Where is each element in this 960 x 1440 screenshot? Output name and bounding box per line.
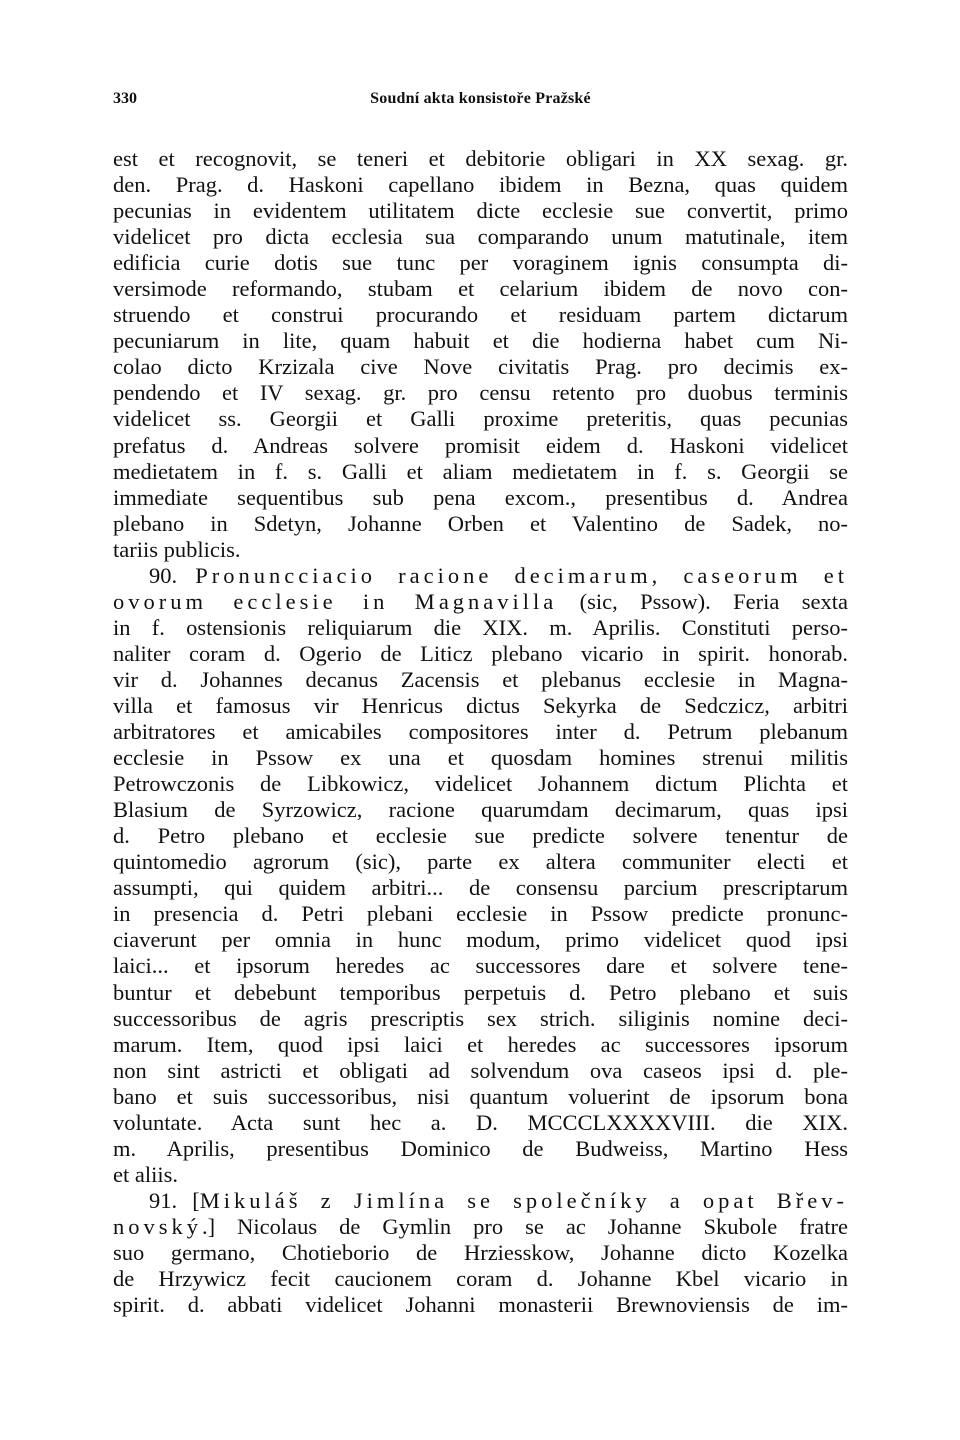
text-line (113, 823, 848, 849)
text-span: versimode reformando, stubam et celarium ibidem de novo con- (113, 276, 848, 302)
text-line (113, 250, 848, 276)
text-span: pecuniarum in lite, quam habuit et die hodierna habet cum Ni- (113, 328, 848, 354)
text-line (113, 198, 848, 224)
text-line (113, 485, 848, 511)
text-line (113, 771, 848, 797)
text-line (113, 1162, 848, 1188)
text-span: vir d. Johannes decanus Zacensis et plebanus ecclesie in Magna- (113, 666, 848, 692)
section-number: 91. [ (149, 1187, 200, 1213)
text-span: voluntate. Acta sunt hec a. D. MCCCLXXXXVIII. die XIX. (113, 1109, 848, 1135)
page-header (113, 90, 848, 114)
section-heading-line (113, 589, 848, 615)
text-span: pendendo et IV sexag. gr. pro censu retento pro duobus terminis (113, 380, 848, 406)
text-line (113, 328, 848, 354)
text-span: spirit. d. abbati videlicet Johanni monasterii Brewnoviensis de im- (113, 1292, 848, 1318)
text-span: arbitratores et amicabiles compositores inter d. Petrum plebanum (113, 719, 848, 745)
text-span: est et recognovit, se teneri et debitorie obligari in XX sexag. gr. (113, 146, 848, 171)
text-span: den. Prag. d. Haskoni capellano ibidem in Bezna, quas quidem (113, 172, 848, 198)
text-line (113, 276, 848, 302)
text-span: m. Aprilis, presentibus Dominico de Budweiss, Martino Hess (113, 1135, 848, 1161)
text-line (113, 1136, 848, 1162)
text-line (113, 459, 848, 485)
text-span: et aliis. (113, 1161, 178, 1187)
text-span: .] Nicolaus de Gymlin pro se ac Johanne Skubole fratre (202, 1213, 848, 1239)
text-line (113, 980, 848, 1006)
text-line (113, 380, 848, 406)
section-title: Pronuncciacio racione decimarum, caseorum et (195, 562, 849, 588)
text-span: pecunias in evidentem utilitatem dicte ecclesie sue convertit, primo (113, 198, 848, 224)
text-span: medietatem in f. s. Galli et aliam medietatem in f. s. Georgii se (113, 458, 848, 484)
section-title: novský (113, 1213, 203, 1239)
text-line (113, 302, 848, 328)
text-span: de Hrzywicz fecit caucionem coram d. Johanne Kbel vicario in (113, 1266, 848, 1292)
body-text (113, 146, 848, 1318)
text-span: edificia curie dotis sue tunc per voraginem ignis consumpta di- (113, 250, 848, 276)
running-head: Soudní akta konsistoře Pražské (370, 90, 591, 107)
text-span: d. Petro plebano et ecclesie sue predicte solvere tenentur de (113, 823, 848, 849)
text-line (113, 615, 848, 641)
text-span: immediate sequentibus sub pena excom., presentibus d. Andrea (113, 484, 848, 510)
text-span: bano et suis successoribus, nisi quantum voluerint de ipsorum bona (113, 1083, 848, 1109)
text-line (113, 511, 848, 537)
text-span: plebano in Sdetyn, Johanne Orben et Valentino de Sadek, no- (113, 510, 848, 536)
text-span: assumpti, qui quidem arbitri... de consensu parcium prescriptarum (113, 875, 848, 901)
text-line (113, 1058, 848, 1084)
text-span: in presencia d. Petri plebani ecclesie in Pssow predicte pronunc- (113, 901, 848, 927)
text-line (113, 641, 848, 667)
text-line (113, 719, 848, 745)
text-line (113, 901, 848, 927)
section-number: 90. (149, 562, 196, 588)
text-span: laici... et ipsorum heredes ac successores dare et solvere tene- (113, 953, 848, 979)
text-line (113, 224, 848, 250)
text-line (113, 1032, 848, 1058)
section-title: Mikuláš z Jimlína se společníky a opat Břev- (199, 1187, 848, 1213)
text-line (113, 875, 848, 901)
section-heading-line (113, 1188, 848, 1214)
text-line (113, 433, 848, 459)
text-span: videlicet ss. Georgii et Galli proxime preteritis, quas pecunias (113, 406, 848, 432)
text-span: struendo et construi procurando et residuam partem dictarum (113, 302, 848, 328)
text-line (113, 693, 848, 719)
section-heading-line (113, 563, 848, 589)
text-line (113, 927, 848, 953)
text-span: (sic, Pssow). Feria sexta (557, 588, 848, 614)
text-span: buntur et debebunt temporibus perpetuis d. Petro plebano et suis (113, 979, 848, 1005)
text-line (113, 146, 848, 172)
text-line (113, 1110, 848, 1136)
text-span: naliter coram d. Ogerio de Liticz plebano vicario in spirit. honorab. (113, 640, 848, 666)
text-span: videlicet pro dicta ecclesia sua comparando unum matutinale, item (113, 224, 848, 250)
text-span: prefatus d. Andreas solvere promisit eidem d. Haskoni videlicet (113, 432, 848, 458)
text-span: ciaverunt per omnia in hunc modum, primo videlicet quod ipsi (113, 927, 848, 953)
text-line (113, 1266, 848, 1292)
text-line (113, 1006, 848, 1032)
text-span: in f. ostensionis reliquiarum die XIX. m. Aprilis. Constituti perso- (113, 614, 848, 640)
text-line (113, 1292, 848, 1318)
text-line (113, 172, 848, 198)
text-span: quintomedio agrorum (sic), parte ex altera communiter electi et (113, 849, 848, 875)
text-line (113, 354, 848, 380)
text-span: marum. Item, quod ipsi laici et heredes ac successores ipsorum (113, 1031, 848, 1057)
page-number: 330 (113, 90, 137, 107)
text-line (113, 1240, 848, 1266)
text-span: colao dicto Krzizala cive Nove civitatis Prag. pro decimis ex- (113, 354, 848, 380)
text-line (113, 406, 848, 432)
text-span: Blasium de Syrzowicz, racione quarumdam decimarum, quas ipsi (113, 797, 848, 823)
text-line (113, 849, 848, 875)
text-span: tariis publicis. (113, 536, 241, 562)
text-line (113, 745, 848, 771)
text-line (113, 667, 848, 693)
text-span: successoribus de agris prescriptis sex strich. siliginis nomine deci- (113, 1005, 848, 1031)
text-line (113, 1084, 848, 1110)
text-span: non sint astricti et obligati ad solvendum ova caseos ipsi d. ple- (113, 1057, 848, 1083)
text-line (113, 537, 848, 563)
text-span: suo germano, Chotieborio de Hrziesskow, Johanne dicto Kozelka (113, 1239, 848, 1265)
section-heading-line (113, 1214, 848, 1240)
text-span: ecclesie in Pssow ex una et quosdam homines strenui militis (113, 745, 848, 771)
text-line (113, 953, 848, 979)
section-title: ovorum ecclesie in Magnavilla (113, 588, 558, 614)
text-line (113, 797, 848, 823)
text-span: villa et famosus vir Henricus dictus Sekyrka de Sedczicz, arbitri (113, 692, 848, 718)
text-span: Petrowczonis de Libkowicz, videlicet Johannem dictum Plichta et (113, 771, 848, 797)
